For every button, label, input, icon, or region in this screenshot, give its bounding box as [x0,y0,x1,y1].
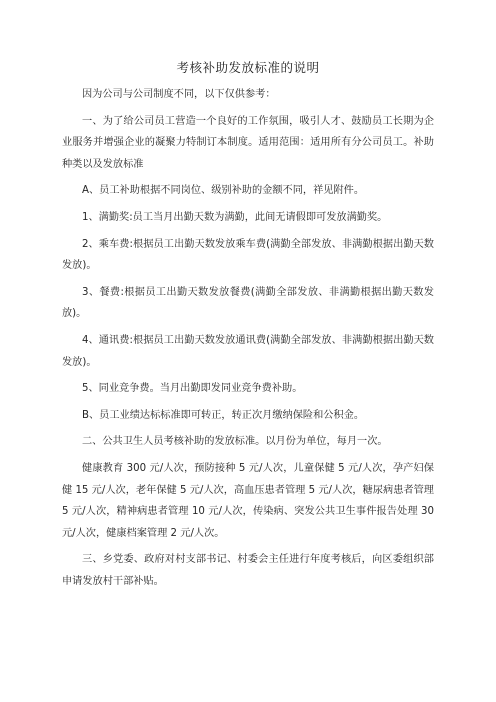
paragraph-item-2: 2、乘车费:根据员工出勤天数发放乘车费(满勤全部发放、非满勤根据出勤天数发放)。 [62,238,434,272]
paragraph-section-2: 二、公共卫生人员考核补助的发放标准。以月份为单位，每月一次。 [82,436,388,448]
paragraph-intro: 因为公司与公司制度不同，以下仅供参考： [82,89,276,100]
paragraph-section-1: 一、为了给公司员工营造一个良好的工作氛围，吸引人才、鼓励员工长期为企业服务并增强企业的凝聚力特制订本制度。适用范围：适用所有分公司员工。补助种类以及发放标准 [62,115,434,170]
paragraph-section-2-detail: 健康教育 300 元/人次，预防接种 5 元/人次，儿童保健 5 元/人次，孕产妇保健 15 元/人次，老年保健 5 元/人次，高血压患者管理 5 元/人次，糖尿病患者管理 5 元/人次，精神病患者管理 10 元/人次，传染病、突发公共卫生事件报告处理 30 元/人次，健康档案管理 2 元/人次。 [62,462,434,539]
document-title: 考核补助发放标准的说明 [176,60,320,75]
paragraph-item-5: 5、同业竞争费。当月出勤即发同业竞争费补助。 [82,383,303,395]
document-page [62,58,434,597]
paragraph-section-3: 三、乡党委、政府对村支部书记、村委会主任进行年度考核后，向区委组织部申请发放村干部补贴。 [62,554,434,587]
paragraph-item-3: 3、餐费:根据员工出勤天数发放餐费(满勤全部发放、非满勤根据出勤天数发放)。 [62,286,434,320]
paragraph-item-4: 4、通讯费:根据员工出勤天数发放通讯费(满勤全部发放、非满勤根据出勤天数发放)。 [62,334,434,368]
paragraph-item-1: 1、满勤奖:员工当月出勤天数为满勤，此间无请假即可发放满勤奖。 [82,211,388,223]
paragraph-item-b: B、员工业绩达标标准即可转正，转正次月缴纳保险和公积金。 [82,409,365,421]
paragraph-item-a: A、员工补助根据不同岗位、级别补助的金额不同，祥见附件。 [82,185,365,197]
